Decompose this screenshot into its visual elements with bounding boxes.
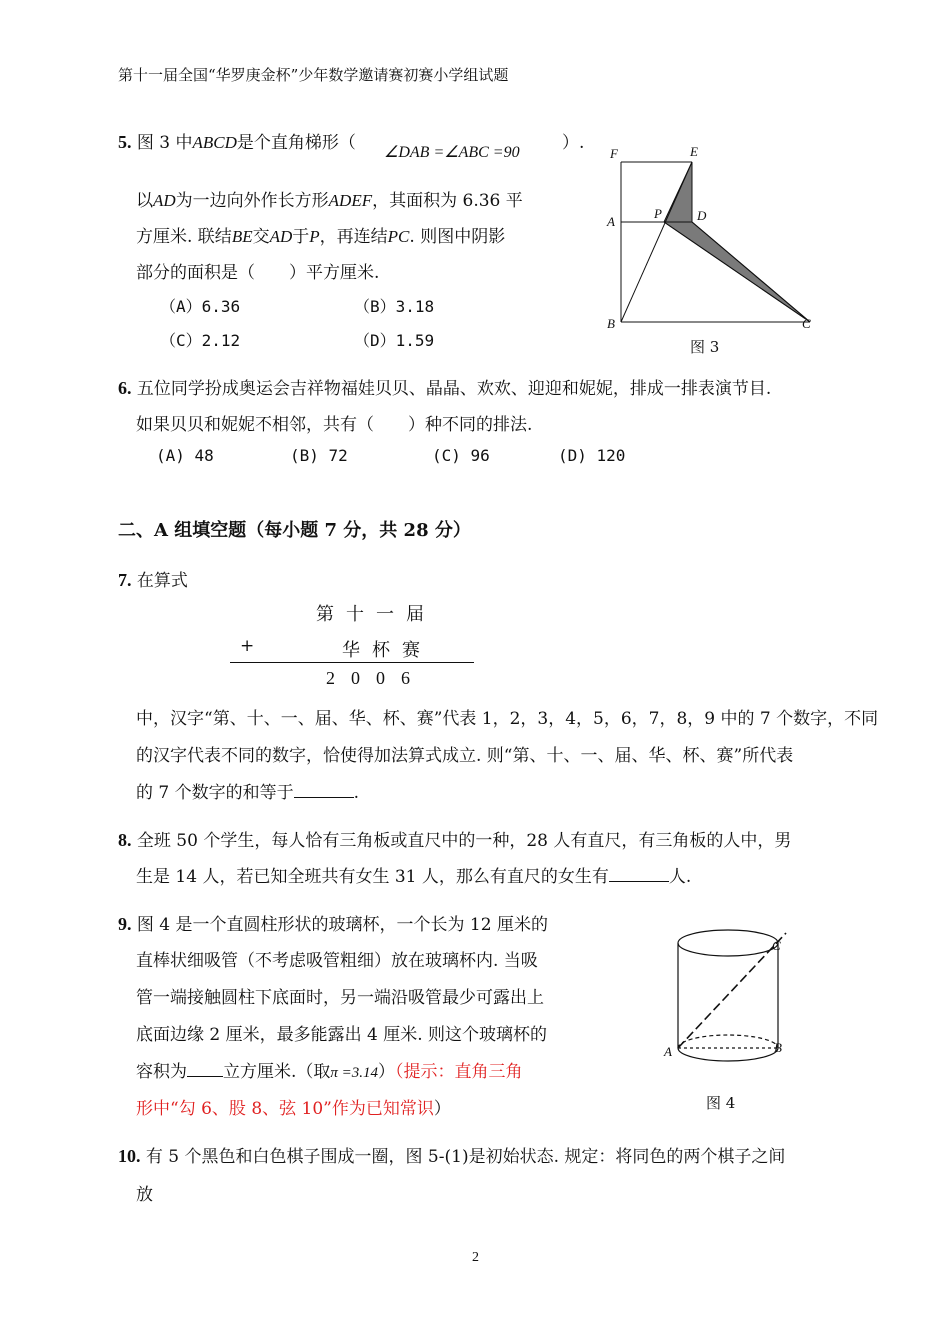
label-b: B (607, 316, 615, 331)
q5-line1-end: ）. (562, 133, 585, 153)
q5-option-c: （C）2.12 (160, 331, 241, 350)
q9-line3: 管一端接触圆柱下底面时，另一端沿吸管最少可露出上 (136, 988, 544, 1008)
label-cyl-b: B (774, 1040, 782, 1055)
figure-3-diagram (600, 140, 830, 340)
label-cyl-c: C (772, 938, 781, 953)
q10-line1: 10. 有 5 个黑色和白色棋子围成一圈，图 5-(1)是初始状态. 规定：将同色的两个棋子之间 (118, 1146, 786, 1167)
q6-line1: 6. 五位同学扮成奥运会吉祥物福娃贝贝、晶晶、欢欢、迎迎和妮妮，排成一排表演节目. (118, 378, 772, 399)
label-cyl-a: A (664, 1044, 672, 1059)
q9-line4: 底面边缘 2 厘米，最多能露出 4 厘米. 则这个玻璃杯的 (136, 1025, 548, 1045)
cylinder-bottom-front (678, 1048, 778, 1061)
q6-option-a: (A) 48 (156, 446, 214, 465)
equation-row-1: 第十一届 (316, 604, 436, 625)
q6-option-c: (C) 96 (432, 446, 490, 465)
q5-line1: 5. 图 3 中ABCD是个直角梯形（ (118, 132, 356, 153)
page-number: 2 (472, 1250, 479, 1265)
q8-line2: 生是 14 人，若已知全班共有女生 31 人，那么有直尺的女生有 人. (136, 867, 692, 887)
equation-row-2: 华杯赛 (342, 640, 432, 661)
q5-line3: 方厘米. 联结BE交AD于P，再连结PC. 则图中阴影 (136, 227, 506, 247)
q5-option-b: （B）3.18 (354, 297, 435, 316)
label-f: F (610, 146, 618, 161)
q9-answer-blank (187, 1062, 223, 1077)
q5-option-d: （D）1.59 (354, 331, 435, 350)
q5-number: 5. (118, 132, 132, 152)
q6-line2: 如果贝贝和妮妮不相邻，共有（ ）种不同的排法. (136, 415, 533, 435)
q9-line6: 形中“勾 6、股 8、弦 10”作为已知常识） (136, 1099, 451, 1119)
figure-4-caption: 图 4 (706, 1094, 736, 1112)
q5-option-a: （A）6.36 (160, 297, 241, 316)
figure-3-caption: 图 3 (690, 338, 720, 356)
q5-line2: 以AD为一边向外作长方形ADEF，其面积为 6.36 平 (136, 191, 523, 211)
label-c: C (802, 316, 811, 331)
cylinder-top-ellipse (678, 930, 778, 956)
line-dc (692, 222, 810, 322)
line-pc (664, 222, 810, 322)
q8-answer-blank (609, 867, 669, 882)
q7-line3: 的 7 个数字的和等于 . (136, 783, 360, 803)
section-2-title: 二、A 组填空题（每小题 7 分，共 28 分） (118, 520, 471, 541)
label-e: E (690, 144, 698, 159)
q9-line1: 9. 图 4 是一个直圆柱形状的玻璃杯，一个长为 12 厘米的 (118, 914, 548, 935)
equation-rule (230, 662, 474, 663)
label-a: A (607, 214, 615, 229)
q10-line2: 放 (136, 1185, 153, 1205)
q5-line4: 部分的面积是（ ）平方厘米. (136, 263, 380, 283)
equation-result: 2006 (326, 668, 426, 688)
q5-angle-expression: ∠DAB =∠ABC =90 (384, 144, 520, 161)
q7-intro: 7. 在算式 (118, 570, 188, 591)
straw-line (678, 933, 786, 1048)
q9-line2: 直棒状细吸管（不考虑吸管粗细）放在玻璃杯内. 当吸 (136, 951, 538, 971)
q6-option-d: (D) 120 (558, 446, 626, 465)
page-header: 第十一届全国“华罗庚金杯”少年数学邀请赛初赛小学组试题 (118, 66, 509, 84)
label-p: P (654, 206, 662, 221)
q6-option-b: (B) 72 (290, 446, 348, 465)
line-be (621, 162, 692, 322)
q7-line1: 中，汉字“第、十、一、届、华、杯、赛”代表 1，2，3，4，5，6，7，8，9 中的 7 个数字，不同 (136, 709, 879, 729)
q7-line2: 的汉字代表不同的数字，恰使得加法算式成立. 则“第、十、一、届、华、杯、赛”所代表 (136, 746, 794, 766)
q9-line5: 容积为 立方厘米.（取π =3.14）（提示：直角三角 (136, 1062, 523, 1082)
label-d: D (697, 208, 707, 223)
cylinder-bottom-back (678, 1035, 778, 1048)
q8-line1: 8. 全班 50 个学生，每人恰有三角板或直尺中的一种，28 人有直尺，有三角板的人中，男 (118, 830, 792, 851)
equation-plus: + (240, 636, 255, 656)
q7-answer-blank (294, 783, 354, 798)
